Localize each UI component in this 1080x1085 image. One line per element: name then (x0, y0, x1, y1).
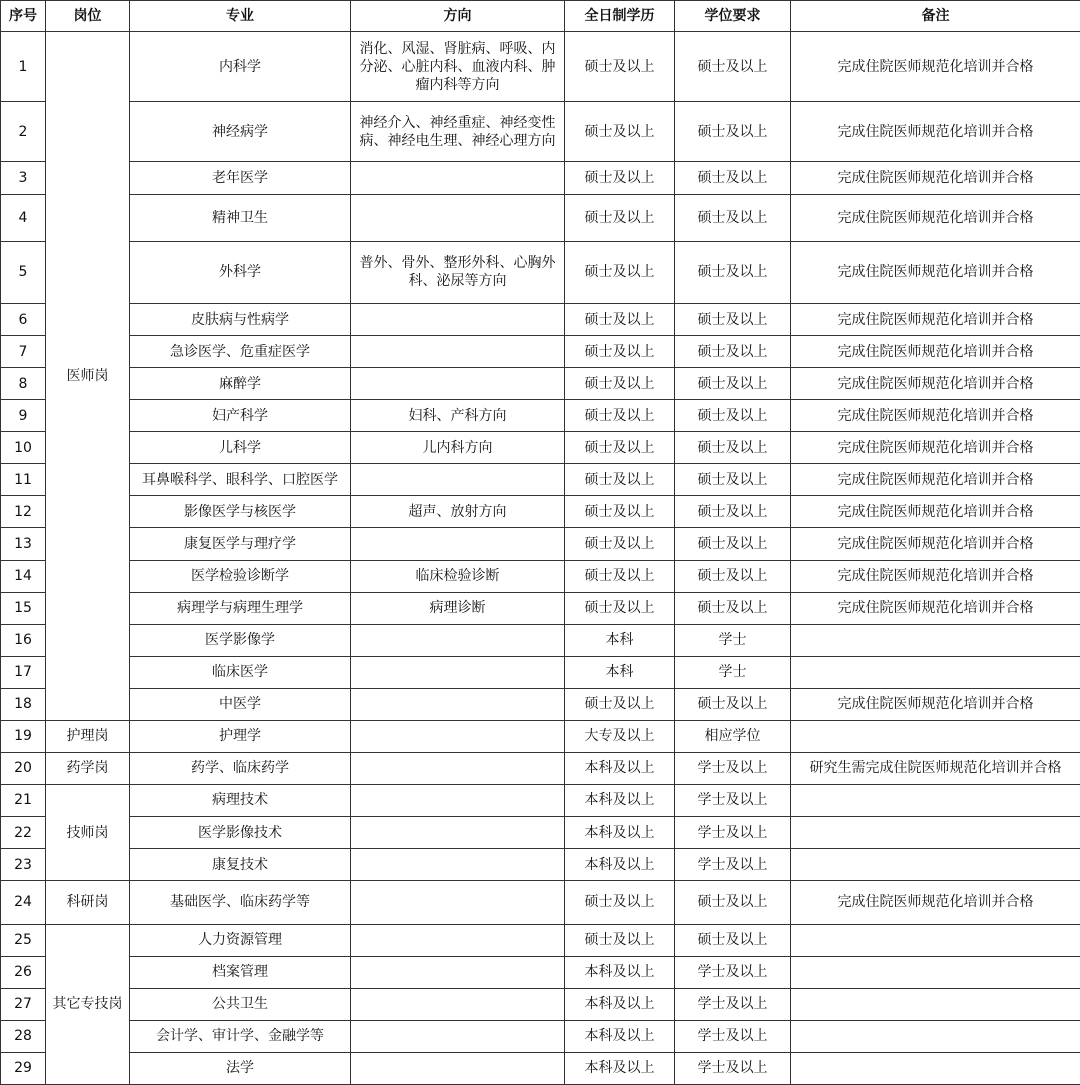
table-row (1, 592, 1080, 624)
education-cell: 硕士及以上 (565, 32, 675, 102)
table-row (1, 752, 1080, 784)
note-cell (791, 988, 1080, 1020)
note-cell (791, 1020, 1080, 1052)
direction-cell (351, 752, 565, 784)
table-row (1, 400, 1080, 432)
direction-cell: 神经介入、神经重症、神经变性病、神经电生理、神经心理方向 (351, 102, 565, 162)
seq-cell: 22 (1, 817, 46, 849)
degree-cell: 硕士及以上 (675, 688, 791, 720)
note-cell: 完成住院医师规范化培训并合格 (791, 400, 1080, 432)
degree-cell: 硕士及以上 (675, 464, 791, 496)
degree-cell: 硕士及以上 (675, 432, 791, 464)
degree-cell: 硕士及以上 (675, 368, 791, 400)
degree-cell: 学士及以上 (675, 988, 791, 1020)
education-cell: 硕士及以上 (565, 102, 675, 162)
degree-cell: 学士及以上 (675, 752, 791, 784)
education-cell: 本科及以上 (565, 956, 675, 988)
seq-cell: 18 (1, 688, 46, 720)
table-row (1, 881, 1080, 924)
education-cell: 本科 (565, 624, 675, 656)
seq-cell: 1 (1, 32, 46, 102)
degree-cell: 学士 (675, 624, 791, 656)
table-row (1, 432, 1080, 464)
direction-cell: 儿内科方向 (351, 432, 565, 464)
table-row (1, 560, 1080, 592)
major-cell: 妇产科学 (130, 400, 351, 432)
post-nursing: 护理岗 (46, 720, 130, 752)
seq-cell: 12 (1, 496, 46, 528)
direction-cell (351, 624, 565, 656)
header-major: 专业 (130, 1, 351, 32)
degree-cell: 硕士及以上 (675, 32, 791, 102)
note-cell (791, 1052, 1080, 1084)
education-cell: 硕士及以上 (565, 336, 675, 368)
degree-cell: 硕士及以上 (675, 881, 791, 924)
note-cell: 研究生需完成住院医师规范化培训并合格 (791, 752, 1080, 784)
table-header-row (1, 1, 1080, 32)
seq-cell: 24 (1, 881, 46, 924)
education-cell: 硕士及以上 (565, 400, 675, 432)
degree-cell: 学士及以上 (675, 849, 791, 881)
major-cell: 皮肤病与性病学 (130, 304, 351, 336)
direction-cell: 临床检验诊断 (351, 560, 565, 592)
seq-cell: 29 (1, 1052, 46, 1084)
direction-cell (351, 720, 565, 752)
direction-cell (351, 368, 565, 400)
table-row (1, 162, 1080, 195)
degree-cell: 学士及以上 (675, 956, 791, 988)
degree-cell: 硕士及以上 (675, 400, 791, 432)
degree-cell: 学士及以上 (675, 817, 791, 849)
major-cell: 急诊医学、危重症医学 (130, 336, 351, 368)
seq-cell: 26 (1, 956, 46, 988)
table-row (1, 304, 1080, 336)
note-cell: 完成住院医师规范化培训并合格 (791, 528, 1080, 560)
table-row (1, 688, 1080, 720)
major-cell: 中医学 (130, 688, 351, 720)
degree-cell: 硕士及以上 (675, 528, 791, 560)
seq-cell: 9 (1, 400, 46, 432)
education-cell: 硕士及以上 (565, 560, 675, 592)
table-row (1, 1020, 1080, 1052)
table-row (1, 336, 1080, 368)
table-row (1, 195, 1080, 242)
seq-cell: 10 (1, 432, 46, 464)
degree-cell: 硕士及以上 (675, 195, 791, 242)
note-cell: 完成住院医师规范化培训并合格 (791, 336, 1080, 368)
note-cell: 完成住院医师规范化培训并合格 (791, 241, 1080, 303)
table-row (1, 720, 1080, 752)
education-cell: 本科及以上 (565, 784, 675, 816)
note-cell: 完成住院医师规范化培训并合格 (791, 432, 1080, 464)
note-cell: 完成住院医师规范化培训并合格 (791, 304, 1080, 336)
education-cell: 本科及以上 (565, 752, 675, 784)
table-row (1, 368, 1080, 400)
post-other: 其它专技岗 (46, 924, 130, 1084)
major-cell: 人力资源管理 (130, 924, 351, 956)
education-cell: 硕士及以上 (565, 464, 675, 496)
education-cell: 大专及以上 (565, 720, 675, 752)
major-cell: 儿科学 (130, 432, 351, 464)
table-row (1, 656, 1080, 688)
table-row (1, 496, 1080, 528)
education-cell: 硕士及以上 (565, 592, 675, 624)
seq-cell: 20 (1, 752, 46, 784)
seq-cell: 15 (1, 592, 46, 624)
header-direction: 方向 (351, 1, 565, 32)
major-cell: 耳鼻喉科学、眼科学、口腔医学 (130, 464, 351, 496)
direction-cell (351, 849, 565, 881)
education-cell: 硕士及以上 (565, 304, 675, 336)
note-cell: 完成住院医师规范化培训并合格 (791, 464, 1080, 496)
table-row (1, 988, 1080, 1020)
major-cell: 麻醉学 (130, 368, 351, 400)
table-row (1, 32, 1080, 102)
table-row (1, 624, 1080, 656)
education-cell: 本科 (565, 656, 675, 688)
education-cell: 硕士及以上 (565, 162, 675, 195)
seq-cell: 14 (1, 560, 46, 592)
education-cell: 硕士及以上 (565, 241, 675, 303)
direction-cell (351, 784, 565, 816)
note-cell (791, 656, 1080, 688)
note-cell (791, 849, 1080, 881)
table-row (1, 1052, 1080, 1084)
direction-cell (351, 688, 565, 720)
note-cell: 完成住院医师规范化培训并合格 (791, 32, 1080, 102)
education-cell: 本科及以上 (565, 1052, 675, 1084)
degree-cell: 学士及以上 (675, 784, 791, 816)
major-cell: 会计学、审计学、金融学等 (130, 1020, 351, 1052)
degree-cell: 硕士及以上 (675, 592, 791, 624)
major-cell: 医学影像技术 (130, 817, 351, 849)
table-row (1, 849, 1080, 881)
degree-cell: 硕士及以上 (675, 336, 791, 368)
major-cell: 基础医学、临床药学等 (130, 881, 351, 924)
table-row (1, 956, 1080, 988)
major-cell: 医学检验诊断学 (130, 560, 351, 592)
major-cell: 内科学 (130, 32, 351, 102)
table-row (1, 102, 1080, 162)
direction-cell (351, 924, 565, 956)
seq-cell: 5 (1, 241, 46, 303)
seq-cell: 8 (1, 368, 46, 400)
direction-cell: 消化、风湿、肾脏病、呼吸、内分泌、心脏内科、血液内科、肿瘤内科等方向 (351, 32, 565, 102)
seq-cell: 21 (1, 784, 46, 816)
education-cell: 本科及以上 (565, 988, 675, 1020)
note-cell (791, 924, 1080, 956)
education-cell: 硕士及以上 (565, 881, 675, 924)
education-cell: 本科及以上 (565, 849, 675, 881)
major-cell: 护理学 (130, 720, 351, 752)
degree-cell: 学士及以上 (675, 1052, 791, 1084)
note-cell (791, 720, 1080, 752)
major-cell: 病理学与病理生理学 (130, 592, 351, 624)
direction-cell: 病理诊断 (351, 592, 565, 624)
education-cell: 硕士及以上 (565, 528, 675, 560)
education-cell: 硕士及以上 (565, 432, 675, 464)
major-cell: 影像医学与核医学 (130, 496, 351, 528)
note-cell: 完成住院医师规范化培训并合格 (791, 881, 1080, 924)
note-cell (791, 784, 1080, 816)
note-cell: 完成住院医师规范化培训并合格 (791, 592, 1080, 624)
post-technician: 技师岗 (46, 784, 130, 880)
education-cell: 硕士及以上 (565, 924, 675, 956)
degree-cell: 学士及以上 (675, 1020, 791, 1052)
direction-cell (351, 988, 565, 1020)
table-row (1, 784, 1080, 816)
seq-cell: 23 (1, 849, 46, 881)
degree-cell: 相应学位 (675, 720, 791, 752)
degree-cell: 硕士及以上 (675, 102, 791, 162)
note-cell (791, 817, 1080, 849)
header-seq: 序号 (1, 1, 46, 32)
direction-cell (351, 336, 565, 368)
seq-cell: 4 (1, 195, 46, 242)
major-cell: 神经病学 (130, 102, 351, 162)
major-cell: 外科学 (130, 241, 351, 303)
direction-cell: 妇科、产科方向 (351, 400, 565, 432)
direction-cell (351, 304, 565, 336)
table-row (1, 924, 1080, 956)
seq-cell: 17 (1, 656, 46, 688)
major-cell: 档案管理 (130, 956, 351, 988)
major-cell: 康复技术 (130, 849, 351, 881)
major-cell: 医学影像学 (130, 624, 351, 656)
education-cell: 本科及以上 (565, 1020, 675, 1052)
table-row (1, 464, 1080, 496)
note-cell: 完成住院医师规范化培训并合格 (791, 496, 1080, 528)
post-doctor: 医师岗 (46, 32, 130, 721)
degree-cell: 硕士及以上 (675, 304, 791, 336)
direction-cell (351, 1020, 565, 1052)
seq-cell: 2 (1, 102, 46, 162)
note-cell: 完成住院医师规范化培训并合格 (791, 195, 1080, 242)
post-research: 科研岗 (46, 881, 130, 924)
major-cell: 老年医学 (130, 162, 351, 195)
education-cell: 硕士及以上 (565, 496, 675, 528)
direction-cell (351, 1052, 565, 1084)
degree-cell: 学士 (675, 656, 791, 688)
direction-cell: 超声、放射方向 (351, 496, 565, 528)
post-pharmacy: 药学岗 (46, 752, 130, 784)
major-cell: 法学 (130, 1052, 351, 1084)
header-post: 岗位 (46, 1, 130, 32)
seq-cell: 7 (1, 336, 46, 368)
note-cell: 完成住院医师规范化培训并合格 (791, 688, 1080, 720)
note-cell: 完成住院医师规范化培训并合格 (791, 162, 1080, 195)
seq-cell: 3 (1, 162, 46, 195)
direction-cell (351, 656, 565, 688)
education-cell: 硕士及以上 (565, 195, 675, 242)
major-cell: 康复医学与理疗学 (130, 528, 351, 560)
degree-cell: 硕士及以上 (675, 162, 791, 195)
direction-cell (351, 817, 565, 849)
seq-cell: 16 (1, 624, 46, 656)
direction-cell: 普外、骨外、整形外科、心胸外科、泌尿等方向 (351, 241, 565, 303)
seq-cell: 13 (1, 528, 46, 560)
note-cell (791, 956, 1080, 988)
seq-cell: 11 (1, 464, 46, 496)
header-degree: 学位要求 (675, 1, 791, 32)
education-cell: 硕士及以上 (565, 368, 675, 400)
degree-cell: 硕士及以上 (675, 496, 791, 528)
header-note: 备注 (791, 1, 1080, 32)
note-cell: 完成住院医师规范化培训并合格 (791, 102, 1080, 162)
direction-cell (351, 956, 565, 988)
seq-cell: 25 (1, 924, 46, 956)
table-row (1, 241, 1080, 303)
major-cell: 药学、临床药学 (130, 752, 351, 784)
note-cell (791, 624, 1080, 656)
direction-cell (351, 464, 565, 496)
note-cell: 完成住院医师规范化培训并合格 (791, 368, 1080, 400)
major-cell: 病理技术 (130, 784, 351, 816)
seq-cell: 28 (1, 1020, 46, 1052)
note-cell: 完成住院医师规范化培训并合格 (791, 560, 1080, 592)
direction-cell (351, 881, 565, 924)
major-cell: 公共卫生 (130, 988, 351, 1020)
seq-cell: 19 (1, 720, 46, 752)
degree-cell: 硕士及以上 (675, 241, 791, 303)
table-row (1, 817, 1080, 849)
direction-cell (351, 162, 565, 195)
direction-cell (351, 528, 565, 560)
seq-cell: 27 (1, 988, 46, 1020)
header-education: 全日制学历 (565, 1, 675, 32)
degree-cell: 硕士及以上 (675, 560, 791, 592)
major-cell: 精神卫生 (130, 195, 351, 242)
education-cell: 硕士及以上 (565, 688, 675, 720)
degree-cell: 硕士及以上 (675, 924, 791, 956)
table-row (1, 528, 1080, 560)
education-cell: 本科及以上 (565, 817, 675, 849)
direction-cell (351, 195, 565, 242)
major-cell: 临床医学 (130, 656, 351, 688)
seq-cell: 6 (1, 304, 46, 336)
